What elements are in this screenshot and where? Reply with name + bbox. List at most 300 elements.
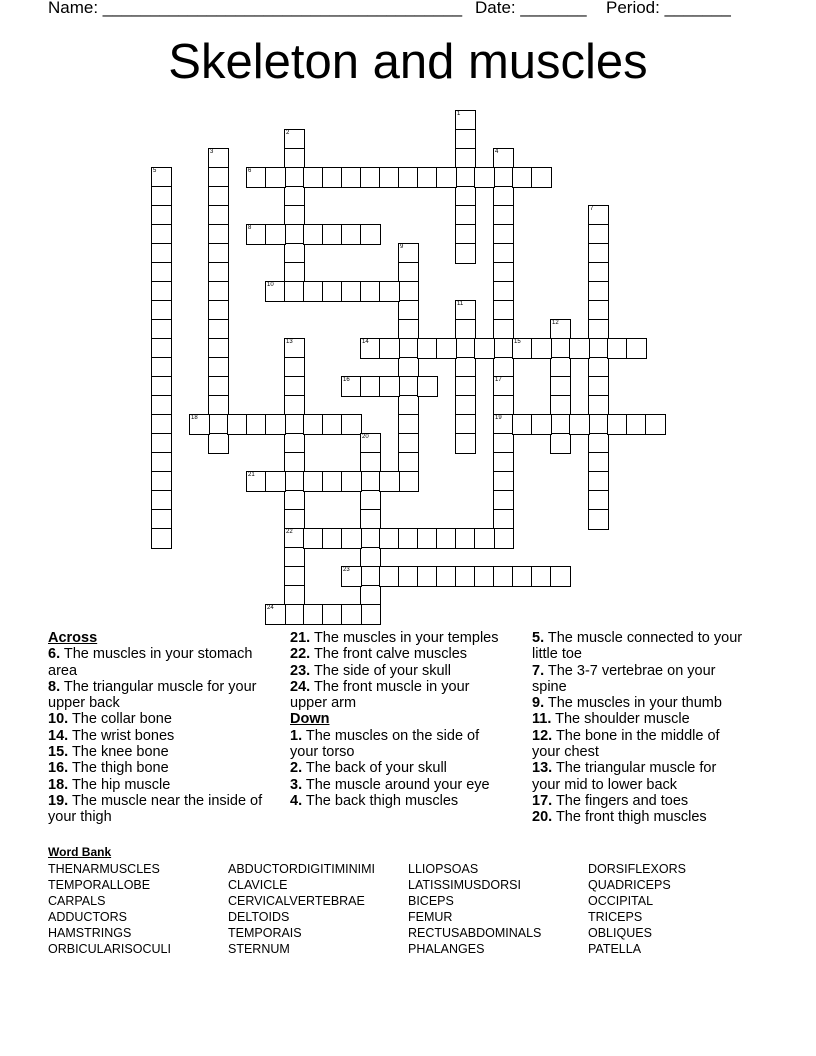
grid-cell[interactable] (493, 319, 514, 340)
grid-cell[interactable] (208, 376, 229, 397)
grid-cell[interactable] (284, 414, 305, 435)
clue-text: The thigh bone (68, 760, 169, 777)
clue-number: 16. (48, 760, 69, 777)
grid-cell[interactable] (455, 357, 476, 378)
grid-cell[interactable] (284, 148, 305, 169)
grid-cell[interactable] (588, 395, 609, 416)
grid-cell[interactable] (360, 167, 381, 188)
word-bank-entry: TEMPORAIS (228, 926, 302, 940)
grid-cell[interactable] (588, 224, 609, 245)
down-heading: Down (290, 711, 330, 728)
clue-number: 19. (48, 792, 69, 809)
grid-cell[interactable] (360, 585, 381, 606)
grid-cell[interactable] (265, 414, 286, 435)
clue-number: 5. (532, 630, 545, 646)
grid-cell[interactable] (208, 243, 229, 264)
grid-cell[interactable] (284, 509, 305, 530)
grid-cell[interactable] (303, 604, 324, 625)
grid-cell[interactable] (303, 224, 324, 245)
grid-cell[interactable] (512, 338, 533, 359)
grid-cell[interactable] (246, 167, 267, 188)
down-clue (290, 793, 505, 809)
grid-cell[interactable] (208, 281, 229, 302)
clue-number: 15. (48, 744, 69, 761)
down-clue (532, 695, 747, 711)
grid-cell[interactable] (379, 167, 400, 188)
grid-cell[interactable] (322, 604, 343, 625)
grid-cell[interactable] (360, 509, 381, 530)
clue-text: The collar bone (68, 711, 172, 728)
grid-cell[interactable] (284, 528, 305, 549)
grid-cell[interactable] (208, 357, 229, 378)
grid-cell[interactable] (360, 433, 381, 454)
grid-cell[interactable] (246, 414, 267, 435)
grid-cell[interactable] (398, 167, 419, 188)
word-bank-column-2 (228, 861, 375, 957)
grid-cell[interactable] (455, 395, 476, 416)
clue-text: The front muscle in your upper arm (290, 678, 470, 712)
grid-cell[interactable] (588, 414, 609, 435)
cell-number: 18 (191, 415, 198, 421)
grid-cell[interactable] (550, 376, 571, 397)
across-clue (48, 646, 273, 679)
grid-cell[interactable] (360, 224, 381, 245)
grid-cell[interactable] (550, 338, 571, 359)
grid-cell[interactable] (493, 452, 514, 473)
grid-cell[interactable] (493, 224, 514, 245)
grid-cell[interactable] (151, 376, 172, 397)
grid-cell[interactable] (588, 357, 609, 378)
grid-cell[interactable] (493, 262, 514, 283)
cell-number: 14 (362, 339, 369, 345)
grid-cell[interactable] (360, 490, 381, 511)
grid-cell[interactable] (284, 395, 305, 416)
grid-cell[interactable] (493, 148, 514, 169)
grid-cell[interactable] (493, 566, 514, 587)
across-clue (290, 663, 505, 679)
grid-cell[interactable] (455, 224, 476, 245)
grid-cell[interactable] (474, 167, 495, 188)
grid-cell[interactable] (208, 433, 229, 454)
grid-cell[interactable] (550, 357, 571, 378)
grid-cell[interactable] (360, 528, 381, 549)
across-clue (48, 744, 273, 760)
grid-cell[interactable] (588, 262, 609, 283)
grid-cell[interactable] (322, 471, 343, 492)
grid-cell[interactable] (151, 338, 172, 359)
grid-cell[interactable] (455, 338, 476, 359)
period-field[interactable]: Period: _______ (606, 0, 731, 17)
grid-cell[interactable] (208, 186, 229, 207)
grid-cell[interactable] (341, 471, 362, 492)
cell-number: 12 (552, 320, 559, 326)
grid-cell[interactable] (360, 452, 381, 473)
word-bank-column-1 (48, 861, 171, 957)
grid-cell[interactable] (151, 528, 172, 549)
grid-cell[interactable] (474, 528, 495, 549)
grid-cell[interactable] (493, 167, 514, 188)
clue-number: 24. (290, 678, 311, 695)
grid-cell[interactable] (493, 243, 514, 264)
grid-cell[interactable] (151, 395, 172, 416)
grid-cell[interactable] (208, 319, 229, 340)
grid-cell[interactable] (322, 414, 343, 435)
grid-cell[interactable] (341, 224, 362, 245)
across-clue (290, 630, 505, 646)
grid-cell[interactable] (284, 585, 305, 606)
grid-cell[interactable] (303, 471, 324, 492)
grid-cell[interactable] (588, 376, 609, 397)
grid-cell[interactable] (284, 205, 305, 226)
grid-cell[interactable] (398, 528, 419, 549)
clue-text: The front thigh muscles (552, 809, 707, 826)
grid-cell[interactable] (151, 433, 172, 454)
grid-cell[interactable] (265, 604, 286, 625)
clue-text: The side of your skull (310, 662, 451, 679)
grid-cell[interactable] (398, 262, 419, 283)
grid-cell[interactable] (550, 566, 571, 587)
grid-cell[interactable] (588, 319, 609, 340)
grid-cell[interactable] (455, 186, 476, 207)
grid-cell[interactable] (208, 395, 229, 416)
clue-number: 13. (532, 760, 553, 777)
grid-cell[interactable] (398, 471, 419, 492)
grid-cell[interactable] (208, 300, 229, 321)
grid-cell[interactable] (284, 566, 305, 587)
grid-cell[interactable] (417, 528, 438, 549)
grid-cell[interactable] (341, 566, 362, 587)
word-bank-entry: RECTUSABDOMINALS (408, 926, 542, 940)
grid-cell[interactable] (189, 414, 210, 435)
grid-cell[interactable] (436, 338, 457, 359)
clue-number: 7. (532, 662, 545, 679)
grid-cell[interactable] (569, 338, 590, 359)
grid-cell[interactable] (208, 167, 229, 188)
grid-cell[interactable] (151, 300, 172, 321)
down-clue (532, 760, 747, 793)
grid-cell[interactable] (626, 338, 647, 359)
grid-cell[interactable] (322, 281, 343, 302)
grid-cell[interactable] (322, 224, 343, 245)
grid-cell[interactable] (151, 452, 172, 473)
clue-text: The wrist bones (68, 727, 175, 744)
grid-cell[interactable] (455, 129, 476, 150)
grid-cell[interactable] (379, 376, 400, 397)
clue-text: The muscle near the inside of your thigh (48, 792, 263, 826)
grid-cell[interactable] (493, 338, 514, 359)
grid-cell[interactable] (417, 167, 438, 188)
cell-number: 7 (590, 206, 594, 212)
grid-cell[interactable] (341, 528, 362, 549)
clue-text: The triangular muscle for your mid to lower back (532, 760, 717, 793)
grid-cell[interactable] (265, 224, 286, 245)
grid-cell[interactable] (151, 471, 172, 492)
grid-cell[interactable] (151, 262, 172, 283)
grid-cell[interactable] (284, 357, 305, 378)
grid-cell[interactable] (588, 490, 609, 511)
word-bank-column-4 (588, 861, 686, 957)
grid-cell[interactable] (493, 433, 514, 454)
name-field[interactable]: Name: ______________________________________ (48, 0, 463, 17)
grid-cell[interactable] (284, 243, 305, 264)
grid-cell[interactable] (588, 471, 609, 492)
grid-cell[interactable] (607, 338, 628, 359)
clue-number: 14. (48, 727, 69, 744)
grid-cell[interactable] (151, 319, 172, 340)
grid-cell[interactable] (417, 338, 438, 359)
grid-cell[interactable] (303, 528, 324, 549)
grid-cell[interactable] (379, 281, 400, 302)
grid-cell[interactable] (284, 129, 305, 150)
grid-cell[interactable] (151, 357, 172, 378)
clue-number: 22. (290, 646, 311, 663)
across-clue (48, 711, 273, 727)
grid-cell[interactable] (588, 452, 609, 473)
grid-cell[interactable] (360, 281, 381, 302)
grid-cell[interactable] (398, 357, 419, 378)
grid-cell[interactable] (436, 528, 457, 549)
grid-cell[interactable] (550, 319, 571, 340)
grid-cell[interactable] (455, 205, 476, 226)
grid-cell[interactable] (398, 433, 419, 454)
grid-cell[interactable] (341, 167, 362, 188)
grid-cell[interactable] (151, 509, 172, 530)
grid-cell[interactable] (493, 281, 514, 302)
grid-cell[interactable] (588, 338, 609, 359)
grid-cell[interactable] (588, 281, 609, 302)
grid-cell[interactable] (208, 338, 229, 359)
cell-number: 4 (495, 149, 499, 155)
grid-cell[interactable] (360, 376, 381, 397)
grid-cell[interactable] (360, 471, 381, 492)
grid-cell[interactable] (208, 148, 229, 169)
grid-cell[interactable] (455, 566, 476, 587)
across-clue (290, 679, 505, 712)
clue-number: 21. (290, 630, 311, 646)
grid-cell[interactable] (151, 243, 172, 264)
clue-number: 4. (290, 792, 303, 809)
grid-cell[interactable] (588, 509, 609, 530)
grid-cell[interactable] (417, 376, 438, 397)
grid-cell[interactable] (493, 395, 514, 416)
grid-cell[interactable] (379, 528, 400, 549)
grid-cell[interactable] (151, 205, 172, 226)
grid-cell[interactable] (284, 338, 305, 359)
grid-cell[interactable] (360, 338, 381, 359)
word-bank-entry: THENARMUSCLES (48, 862, 160, 876)
grid-cell[interactable] (284, 281, 305, 302)
grid-cell[interactable] (284, 604, 305, 625)
grid-cell[interactable] (284, 224, 305, 245)
cell-number: 16 (343, 377, 350, 383)
grid-cell[interactable] (208, 224, 229, 245)
grid-cell[interactable] (151, 490, 172, 511)
grid-cell[interactable] (151, 281, 172, 302)
grid-cell[interactable] (531, 414, 552, 435)
grid-cell[interactable] (265, 471, 286, 492)
grid-cell[interactable] (493, 490, 514, 511)
word-bank-entry: FEMUR (408, 910, 453, 924)
grid-cell[interactable] (265, 281, 286, 302)
grid-cell[interactable] (455, 167, 476, 188)
cell-number: 2 (286, 130, 290, 136)
clue-text: The muscle connected to your little toe (532, 630, 743, 663)
grid-cell[interactable] (398, 376, 419, 397)
grid-cell[interactable] (341, 281, 362, 302)
date-field[interactable]: Date: _______ (475, 0, 587, 17)
grid-cell[interactable] (455, 243, 476, 264)
clue-number: 9. (532, 695, 545, 712)
cell-number: 13 (286, 339, 293, 345)
grid-cell[interactable] (493, 376, 514, 397)
grid-cell[interactable] (512, 566, 533, 587)
grid-cell[interactable] (455, 414, 476, 435)
cell-number: 3 (210, 149, 214, 155)
grid-cell[interactable] (379, 338, 400, 359)
grid-cell[interactable] (151, 186, 172, 207)
grid-cell[interactable] (455, 148, 476, 169)
grid-cell[interactable] (398, 338, 419, 359)
clue-text: The muscles in your temples (310, 630, 499, 646)
clue-text: The knee bone (68, 744, 169, 761)
clue-text: The muscles on the side of your torso (290, 727, 480, 761)
clue-number: 18. (48, 776, 69, 793)
grid-cell[interactable] (607, 414, 628, 435)
grid-cell[interactable] (455, 528, 476, 549)
grid-cell[interactable] (284, 547, 305, 568)
cell-number: 11 (457, 301, 464, 307)
grid-cell[interactable] (284, 262, 305, 283)
word-bank-entry: LATISSIMUSDORSI (408, 878, 521, 892)
grid-cell[interactable] (455, 319, 476, 340)
grid-cell[interactable] (474, 338, 495, 359)
grid-cell[interactable] (436, 566, 457, 587)
grid-cell[interactable] (284, 490, 305, 511)
cell-number: 17 (495, 377, 502, 383)
grid-cell[interactable] (398, 300, 419, 321)
grid-cell[interactable] (493, 186, 514, 207)
grid-cell[interactable] (398, 566, 419, 587)
clue-number: 17. (532, 792, 553, 809)
grid-cell[interactable] (455, 433, 476, 454)
grid-cell[interactable] (379, 566, 400, 587)
grid-cell[interactable] (531, 167, 552, 188)
grid-cell[interactable] (436, 167, 457, 188)
grid-cell[interactable] (284, 471, 305, 492)
grid-cell[interactable] (550, 395, 571, 416)
grid-cell[interactable] (474, 566, 495, 587)
grid-cell[interactable] (341, 604, 362, 625)
down-clues-part-1 (290, 728, 505, 809)
grid-cell[interactable] (550, 433, 571, 454)
grid-cell[interactable] (284, 376, 305, 397)
grid-cell[interactable] (493, 471, 514, 492)
grid-cell[interactable] (151, 414, 172, 435)
grid-cell[interactable] (493, 300, 514, 321)
clue-number: 23. (290, 662, 311, 679)
clues-column-2 (290, 630, 505, 809)
grid-cell[interactable] (455, 110, 476, 131)
grid-cell[interactable] (588, 433, 609, 454)
cell-number: 23 (343, 567, 350, 573)
grid-cell[interactable] (284, 167, 305, 188)
grid-cell[interactable] (303, 414, 324, 435)
down-clue (532, 728, 747, 761)
word-bank-entry: ABDUCTORDIGITIMINIMI (228, 862, 375, 876)
grid-cell[interactable] (265, 167, 286, 188)
grid-cell[interactable] (493, 509, 514, 530)
grid-cell[interactable] (284, 433, 305, 454)
clue-number: 12. (532, 727, 553, 744)
grid-cell[interactable] (398, 414, 419, 435)
grid-cell[interactable] (341, 376, 362, 397)
grid-cell[interactable] (208, 262, 229, 283)
grid-cell[interactable] (493, 528, 514, 549)
word-bank-entry: CLAVICLE (228, 878, 288, 892)
grid-cell[interactable] (227, 414, 248, 435)
clue-number: 1. (290, 727, 303, 744)
cell-number: 6 (248, 168, 252, 174)
grid-cell[interactable] (398, 319, 419, 340)
grid-cell[interactable] (151, 167, 172, 188)
grid-cell[interactable] (512, 167, 533, 188)
grid-cell[interactable] (379, 471, 400, 492)
grid-cell[interactable] (455, 300, 476, 321)
grid-cell[interactable] (284, 186, 305, 207)
grid-cell[interactable] (512, 414, 533, 435)
grid-cell[interactable] (417, 566, 438, 587)
grid-cell[interactable] (303, 167, 324, 188)
down-clue (290, 728, 505, 761)
grid-cell[interactable] (493, 205, 514, 226)
grid-cell[interactable] (398, 281, 419, 302)
grid-cell[interactable] (322, 528, 343, 549)
grid-cell[interactable] (588, 300, 609, 321)
grid-cell[interactable] (208, 205, 229, 226)
grid-cell[interactable] (588, 205, 609, 226)
down-clue (290, 760, 505, 776)
clue-text: The muscles in your thumb (544, 695, 722, 712)
grid-cell[interactable] (322, 167, 343, 188)
grid-cell[interactable] (303, 281, 324, 302)
grid-cell[interactable] (569, 414, 590, 435)
across-clue (290, 646, 505, 662)
grid-cell[interactable] (398, 395, 419, 416)
grid-cell[interactable] (455, 376, 476, 397)
grid-cell[interactable] (246, 224, 267, 245)
grid-cell[interactable] (246, 471, 267, 492)
grid-cell[interactable] (341, 414, 362, 435)
word-bank-entry: PHALANGES (408, 942, 485, 956)
grid-cell[interactable] (208, 414, 229, 435)
grid-cell[interactable] (493, 414, 514, 435)
grid-cell[interactable] (360, 547, 381, 568)
grid-cell[interactable] (398, 452, 419, 473)
grid-cell[interactable] (284, 452, 305, 473)
grid-cell[interactable] (151, 224, 172, 245)
grid-cell[interactable] (645, 414, 666, 435)
grid-cell[interactable] (531, 338, 552, 359)
grid-cell[interactable] (626, 414, 647, 435)
grid-cell[interactable] (588, 243, 609, 264)
grid-cell[interactable] (493, 357, 514, 378)
grid-cell[interactable] (360, 566, 381, 587)
grid-cell[interactable] (360, 604, 381, 625)
word-bank-entry: CARPALS (48, 894, 106, 908)
grid-cell[interactable] (550, 414, 571, 435)
grid-cell[interactable] (398, 243, 419, 264)
grid-cell[interactable] (531, 566, 552, 587)
